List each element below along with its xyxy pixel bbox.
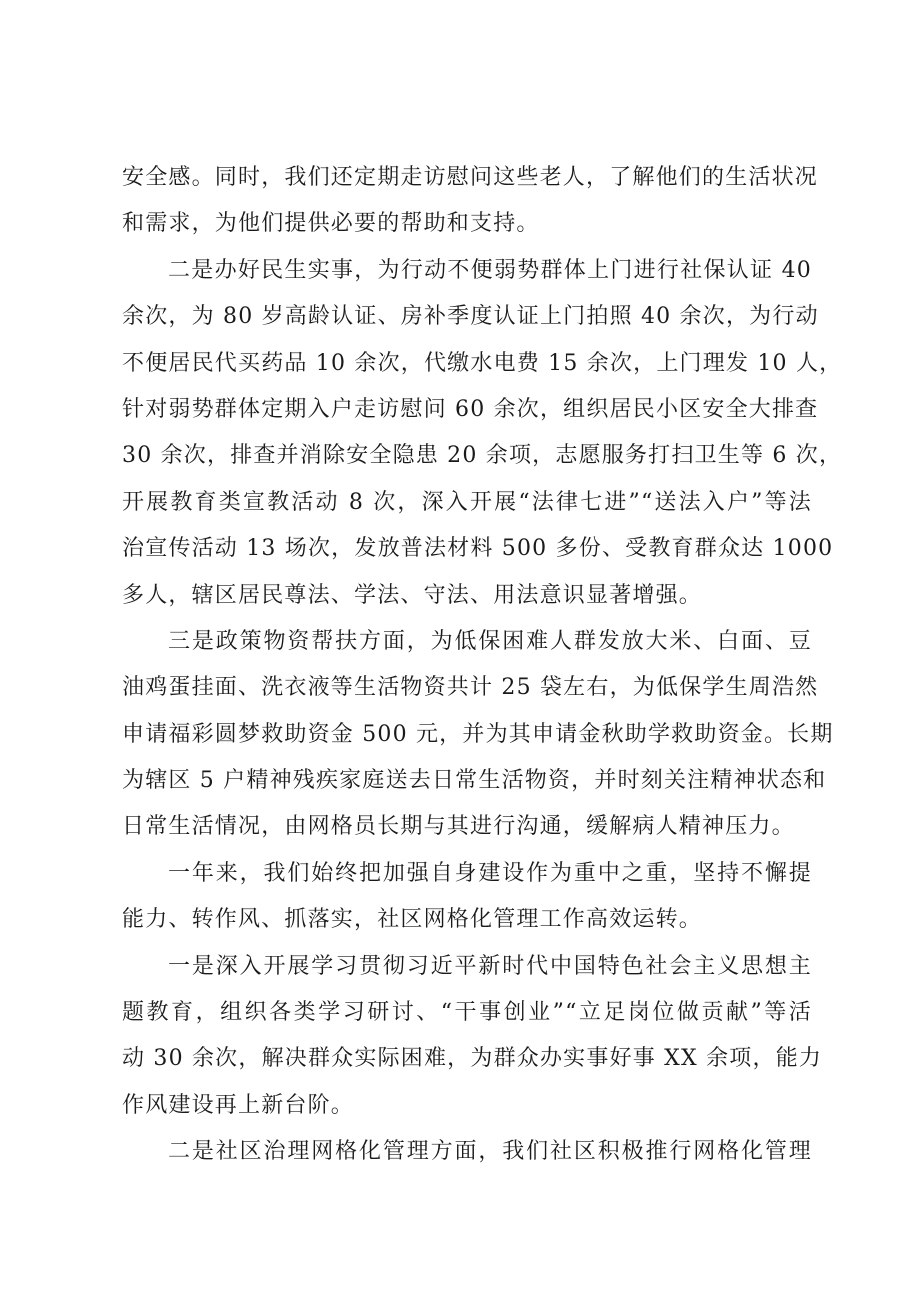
paragraph [122, 1129, 812, 1175]
text-line: 动 30 余次，解决群众实际困难，为群众办实事好事 XX 余项，能力 [122, 1046, 823, 1072]
text-line: 多人，辖区居民尊法、学法、守法、用法意识显著增强。 [122, 582, 703, 608]
text-line: 题教育，组织各类学习研讨、“干事创业”“立足岗位做贡献”等活 [122, 1000, 812, 1026]
text-line: 针对弱势群体定期入户走访慰问 60 余次，组织居民小区安全大排查 [122, 396, 819, 422]
text-line: 油鸡蛋挂面、洗衣液等生活物资共计 25 袋左右，为低保学生周浩然 [122, 675, 819, 701]
paragraph [122, 155, 819, 248]
text-line: 安全感。同时，我们还定期走访慰问这些老人，了解他们的生活状况 [122, 165, 819, 190]
text-line: 余次，为 80 岁高龄认证、房补季度认证上门拍照 40 余次，为行动 [122, 304, 819, 330]
text-line: 一年来，我们始终把加强自身建设作为重中之重，坚持不懈提 [168, 860, 812, 886]
paragraph [122, 248, 843, 619]
text-line: 不便居民代买药品 10 余次，代缴水电费 15 余次，上门理发 10 人， [122, 350, 843, 376]
text-line: 开展教育类宣教活动 8 次，深入开展“法律七进”“送法入户”等法 [122, 489, 812, 515]
paragraph [122, 851, 812, 944]
text-line: 三是政策物资帮扶方面，为低保困难人群发放大米、白面、豆 [168, 628, 812, 654]
text-line: 治宣传活动 13 场次，发放普法材料 500 多份、受教育群众达 1000 [122, 536, 834, 562]
text-line: 作风建设再上新台阶。 [122, 1092, 355, 1118]
document-body [122, 155, 843, 1176]
paragraph [122, 619, 834, 851]
text-line: 申请福彩圆梦救助资金 500 元，并为其申请金秋助学救助资金。长期 [122, 721, 834, 747]
text-line: 二是办好民生实事，为行动不便弱势群体上门进行社保认证 40 [168, 257, 812, 283]
paragraph [122, 944, 823, 1130]
text-line: 和需求，为他们提供必要的帮助和支持。 [122, 211, 540, 237]
text-line: 30 余次，排查并消除安全隐患 20 余项，志愿服务打扫卫生等 6 次， [122, 443, 843, 469]
text-line: 二是社区治理网格化管理方面，我们社区积极推行网格化管理 [168, 1139, 812, 1165]
text-line: 一是深入开展学习贯彻习近平新时代中国特色社会主义思想主 [168, 953, 812, 979]
text-line: 能力、转作风、抓落实，社区网格化管理工作高效运转。 [122, 907, 703, 933]
text-line: 为辖区 5 户精神残疾家庭送去日常生活物资，并时刻关注精神状态和 [122, 768, 827, 794]
text-line: 日常生活情况，由网格员长期与其进行沟通，缓解病人精神压力。 [122, 814, 795, 840]
